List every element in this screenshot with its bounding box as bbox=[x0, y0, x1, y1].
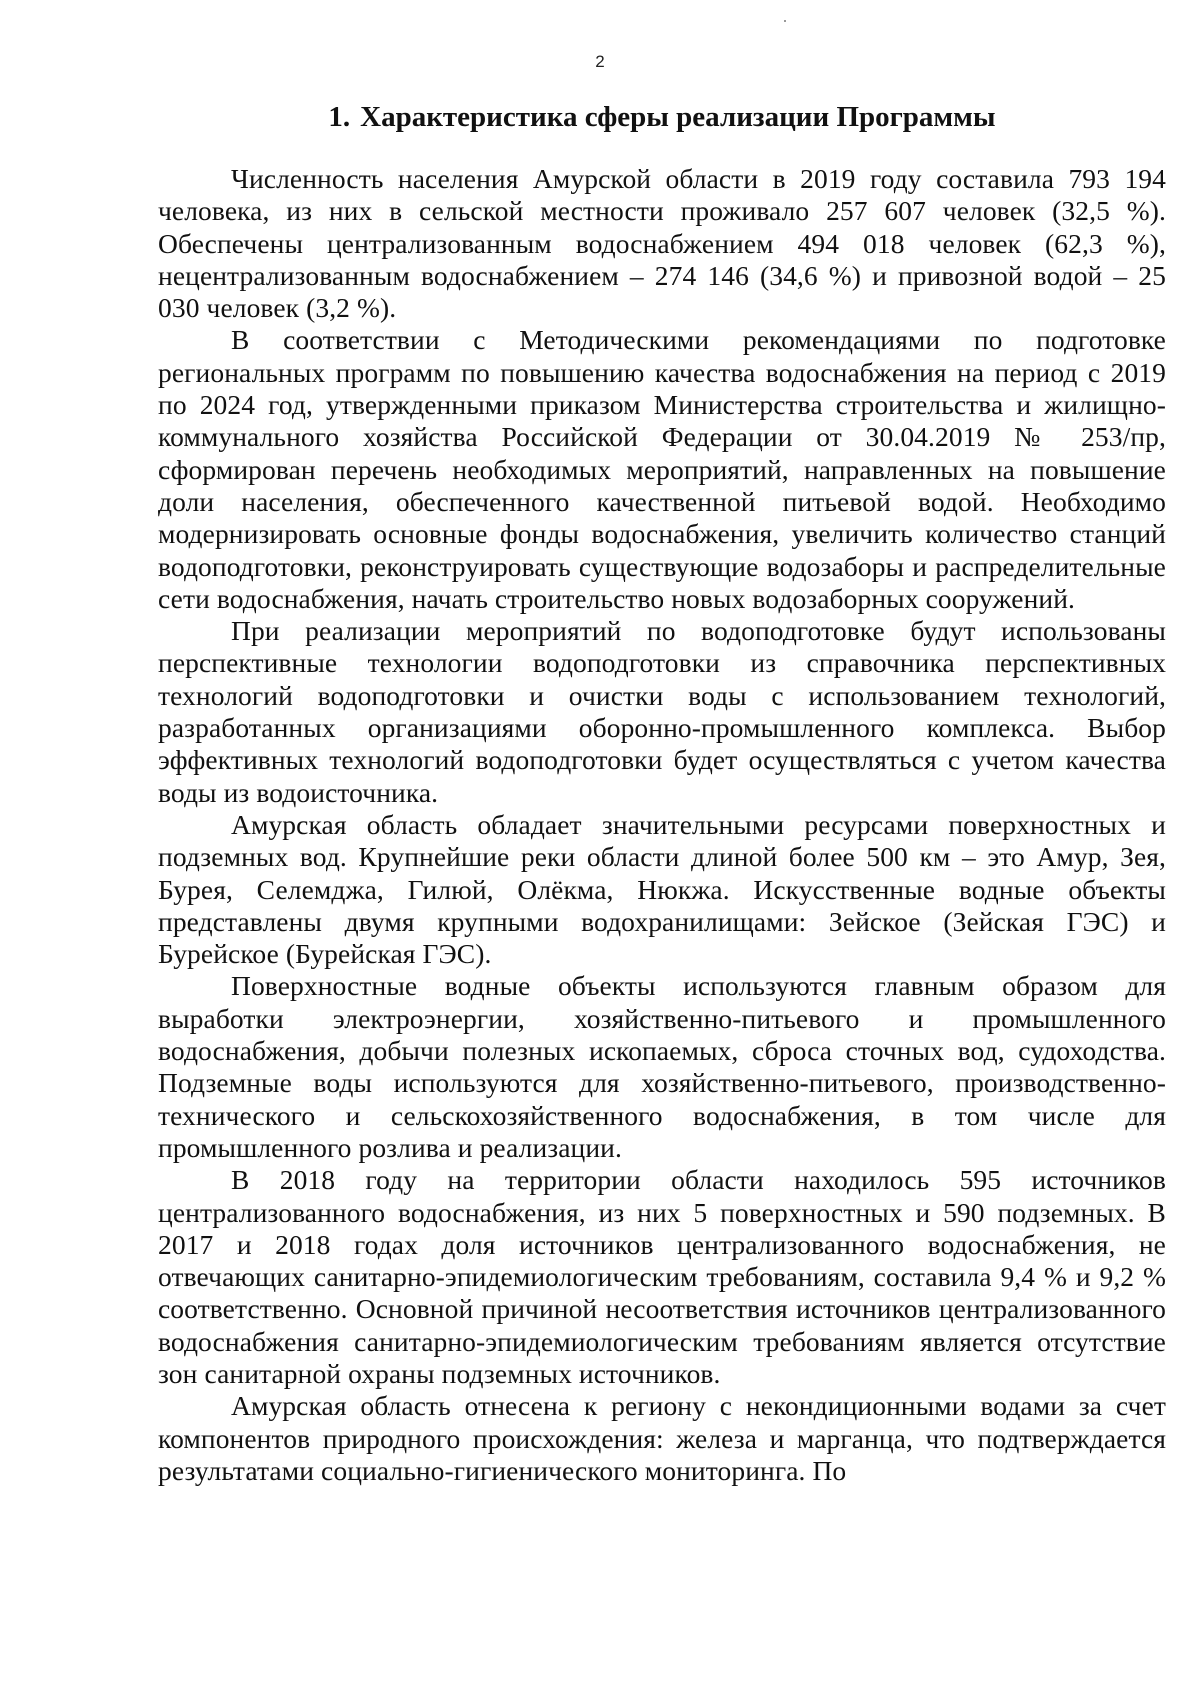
body-text bbox=[158, 163, 1166, 1487]
page-number: 2 bbox=[595, 52, 605, 71]
paragraph: Амурская область обладает значительными ресурсами поверхностных и подземных вод. Крупнейшие реки области длиной более 500 км – это Амур, Зея, Бурея, Селемджа, Гилюй, Олёкма, Нюкжа. Искусственные водные объекты представлены двумя крупными водохранилищами: Зейское (Зейская ГЭС) и Бурейское (Бурейская ГЭС). bbox=[158, 808, 1166, 970]
paragraph: Численность населения Амурской области в 2019 году составила 793 194 человека, из них в сельской местности проживало 257 607 человек (32,5 %). Обеспечены централизованным водоснабжением 494 018 человек (62,3 %), нецентрализованным водоснабжением – 274 146 (34,6 %) и привозной водой – 25 030 человек (3,2 %). bbox=[158, 163, 1166, 324]
section-number: 1. bbox=[328, 101, 351, 133]
paragraph: При реализации мероприятий по водоподготовке будут использованы перспективные технологии водоподготовки из справочника перспективных технологий водоподготовки и очистки воды с использованием технологий, разработанных организациями оборонно-промышленного комплекса. Выбор эффективных технологий водоподготовки будет осуществляться с учетом качества воды из водоисточника. bbox=[158, 615, 1166, 808]
section-heading bbox=[158, 100, 1166, 134]
paragraph: Амурская область отнесена к региону с некондиционными водами за счет компонентов природного происхождения: железа и марганца, что подтверждается результатами социально-гигиенического мониторинга. По bbox=[158, 1390, 1166, 1486]
paragraph: Поверхностные водные объекты используются главным образом для выработки электроэнергии, хозяйственно-питьевого и промышленного водоснабжения, добычи полезных ископаемых, сброса сточных вод, судоходства. Подземные воды используются для хозяйственно-питьевого, производственно-технического и сельскохозяйственного водоснабжения, в том числе для промышленного розлива и реализации. bbox=[158, 970, 1166, 1163]
section-title: Характеристика сферы реализации Программы bbox=[360, 101, 996, 133]
paragraph: В 2018 году на территории области находилось 595 источников централизованного водоснабжения, из них 5 поверхностных и 590 подземных. В 2017 и 2018 годах доля источников централизованного водоснабжения, не отвечающих санитарно-эпидемиологическим требованиям, составила 9,4 % и 9,2 % соответственно. Основной причиной несоответствия источников централизованного водоснабжения санитарно-эпидемиологическим требованиям является отсутствие зон санитарной охраны подземных источников. bbox=[158, 1164, 1166, 1389]
scan-artifact bbox=[784, 20, 786, 22]
paragraph: В соответствии с Методическими рекомендациями по подготовке региональных программ по повышению качества водоснабжения на период с 2019 по 2024 год, утвержденными приказом Министерства строительства и жилищно-коммунального хозяйства Российской Федерации от 30.04.2019 № 253/пр, сформирован перечень необходимых мероприятий, направленных на повышение доли населения, обеспеченного качественной питьевой водой. Необходимо модернизировать основные фонды водоснабжения, увеличить количество станций водоподготовки, реконструировать существующие водозаборы и распределительные сети водоснабжения, начать строительство новых водозаборных сооружений. bbox=[158, 324, 1166, 614]
